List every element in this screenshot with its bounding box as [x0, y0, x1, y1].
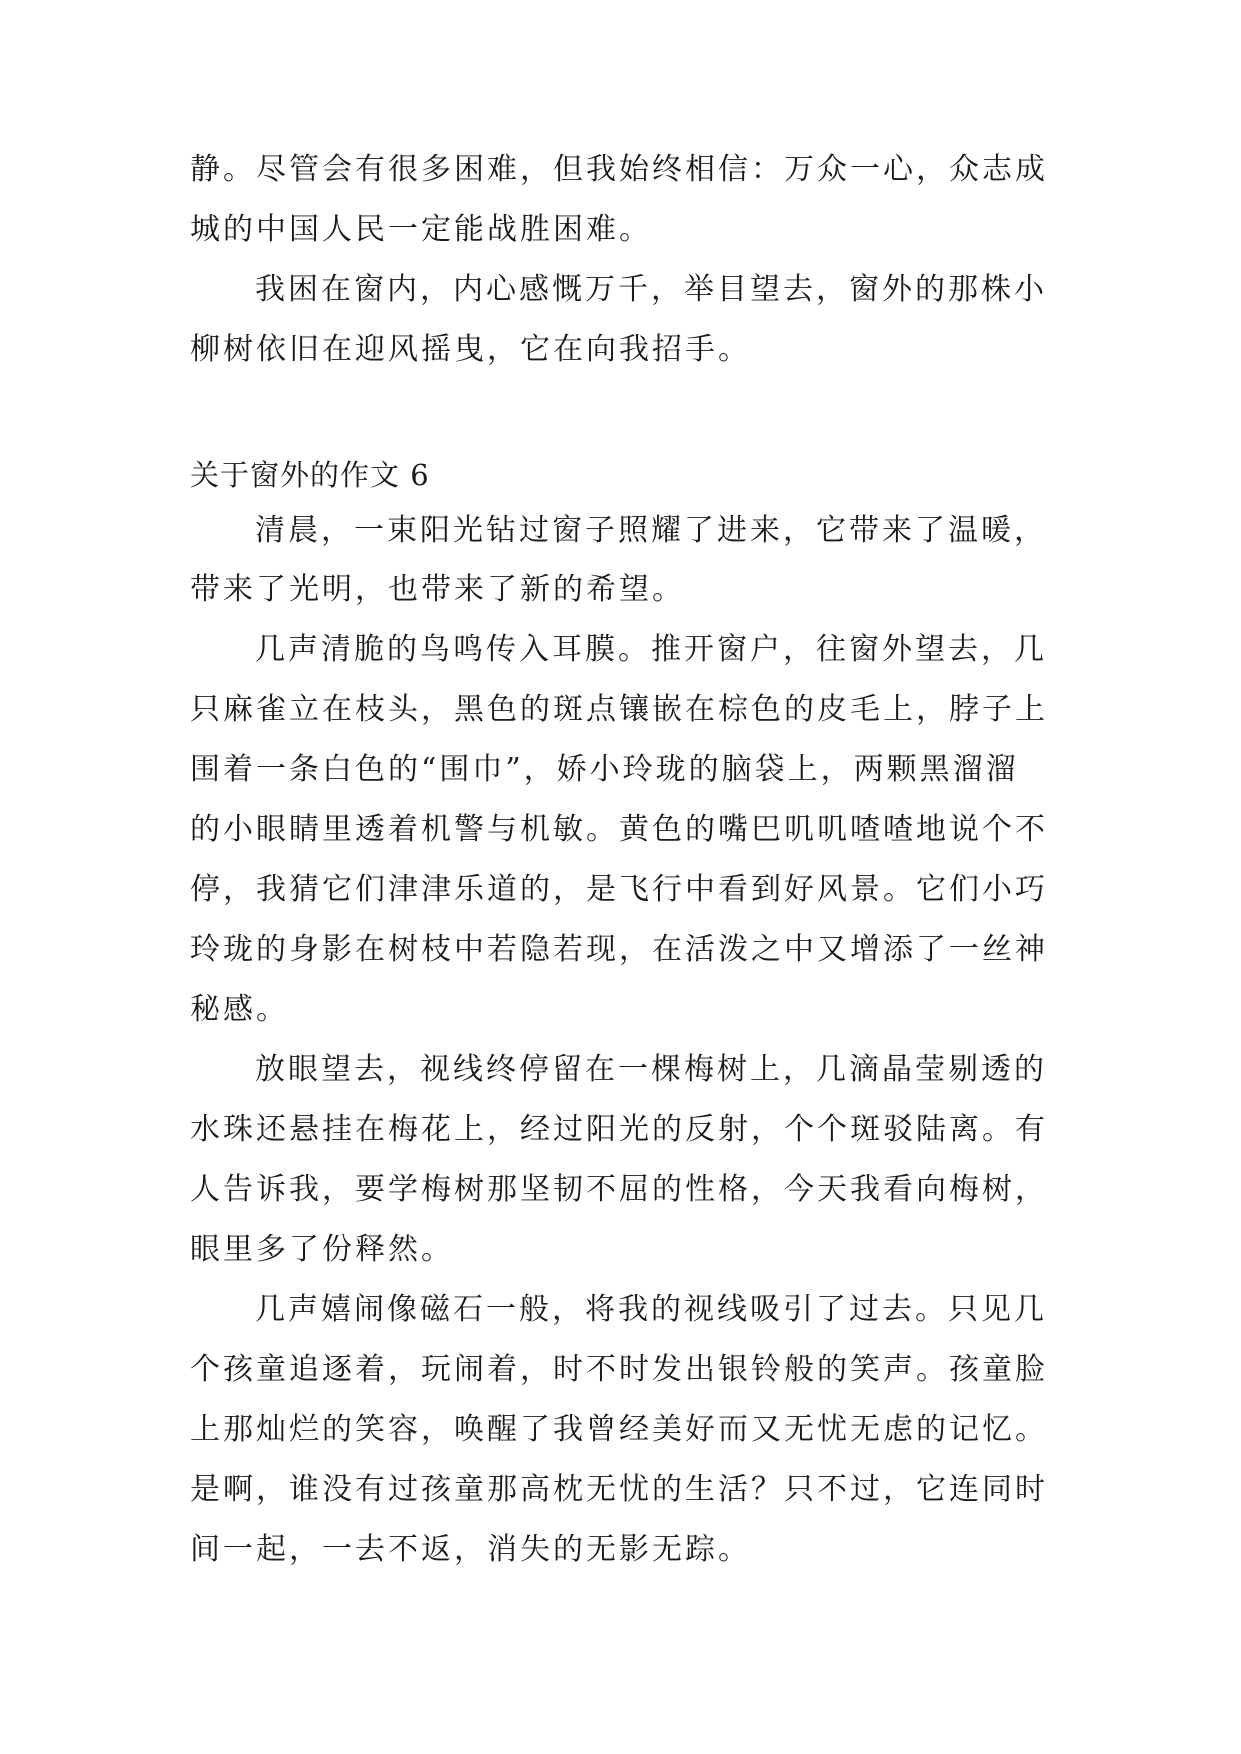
text-line: 几声嬉闹像磁石一般，将我的视线吸引了过去。只见几	[255, 1292, 1047, 1327]
text-line: 水珠还悬挂在梅花上，经过阳光的反射，个个斑驳陆离。有	[190, 1112, 1048, 1147]
text-line: 我困在窗内，内心感慨万千，举目望去，窗外的那株小	[255, 272, 1047, 307]
text-line: 间一起，一去不返，消失的无影无踪。	[190, 1532, 751, 1567]
text-line: 静。尽管会有很多困难，但我始终相信：万众一心，众志成	[190, 152, 1048, 187]
text-line: 上那灿烂的笑容，唤醒了我曾经美好而又无忧无虑的记忆。	[190, 1412, 1048, 1447]
text-line: 放眼望去，视线终停留在一棵梅树上，几滴晶莹剔透的	[255, 1052, 1047, 1087]
text-line: 人告诉我，要学梅树那坚韧不屈的性格，今天我看向梅树，	[190, 1172, 1048, 1207]
text-line: 玲珑的身影在树枝中若隐若现，在活泼之中又增添了一丝神	[190, 932, 1048, 967]
text-line: 柳树依旧在迎风摇曳，它在向我招手。	[190, 332, 751, 367]
text-line: 带来了光明，也带来了新的希望。	[190, 572, 685, 607]
text-line: 清晨，一束阳光钻过窗子照耀了进来，它带来了温暖，	[255, 513, 1047, 548]
text-line: 的小眼睛里透着机警与机敏。黄色的嘴巴叽叽喳喳地说个不	[190, 812, 1048, 847]
text-line: 停，我猜它们津津乐道的，是飞行中看到好风景。它们小巧	[190, 872, 1048, 907]
text-line: 只麻雀立在枝头，黑色的斑点镶嵌在棕色的皮毛上，脖子上	[190, 692, 1048, 727]
essay-title: 关于窗外的作文 6	[190, 458, 430, 492]
text-line: 城的中国人民一定能战胜困难。	[190, 212, 652, 247]
text-line: 眼里多了份释然。	[190, 1232, 454, 1267]
text-line: 是啊，谁没有过孩童那高枕无忧的生活？只不过，它连同时	[190, 1472, 1048, 1507]
text-line: 个孩童追逐着，玩闹着，时不时发出银铃般的笑声。孩童脸	[190, 1352, 1048, 1387]
text-line: 秘感。	[190, 992, 289, 1027]
text-line: 几声清脆的鸟鸣传入耳膜。推开窗户，往窗外望去，几	[255, 632, 1047, 667]
text-line: 围着一条白色的“围巾”，娇小玲珑的脑袋上，两颗黑溜溜	[190, 752, 1019, 787]
